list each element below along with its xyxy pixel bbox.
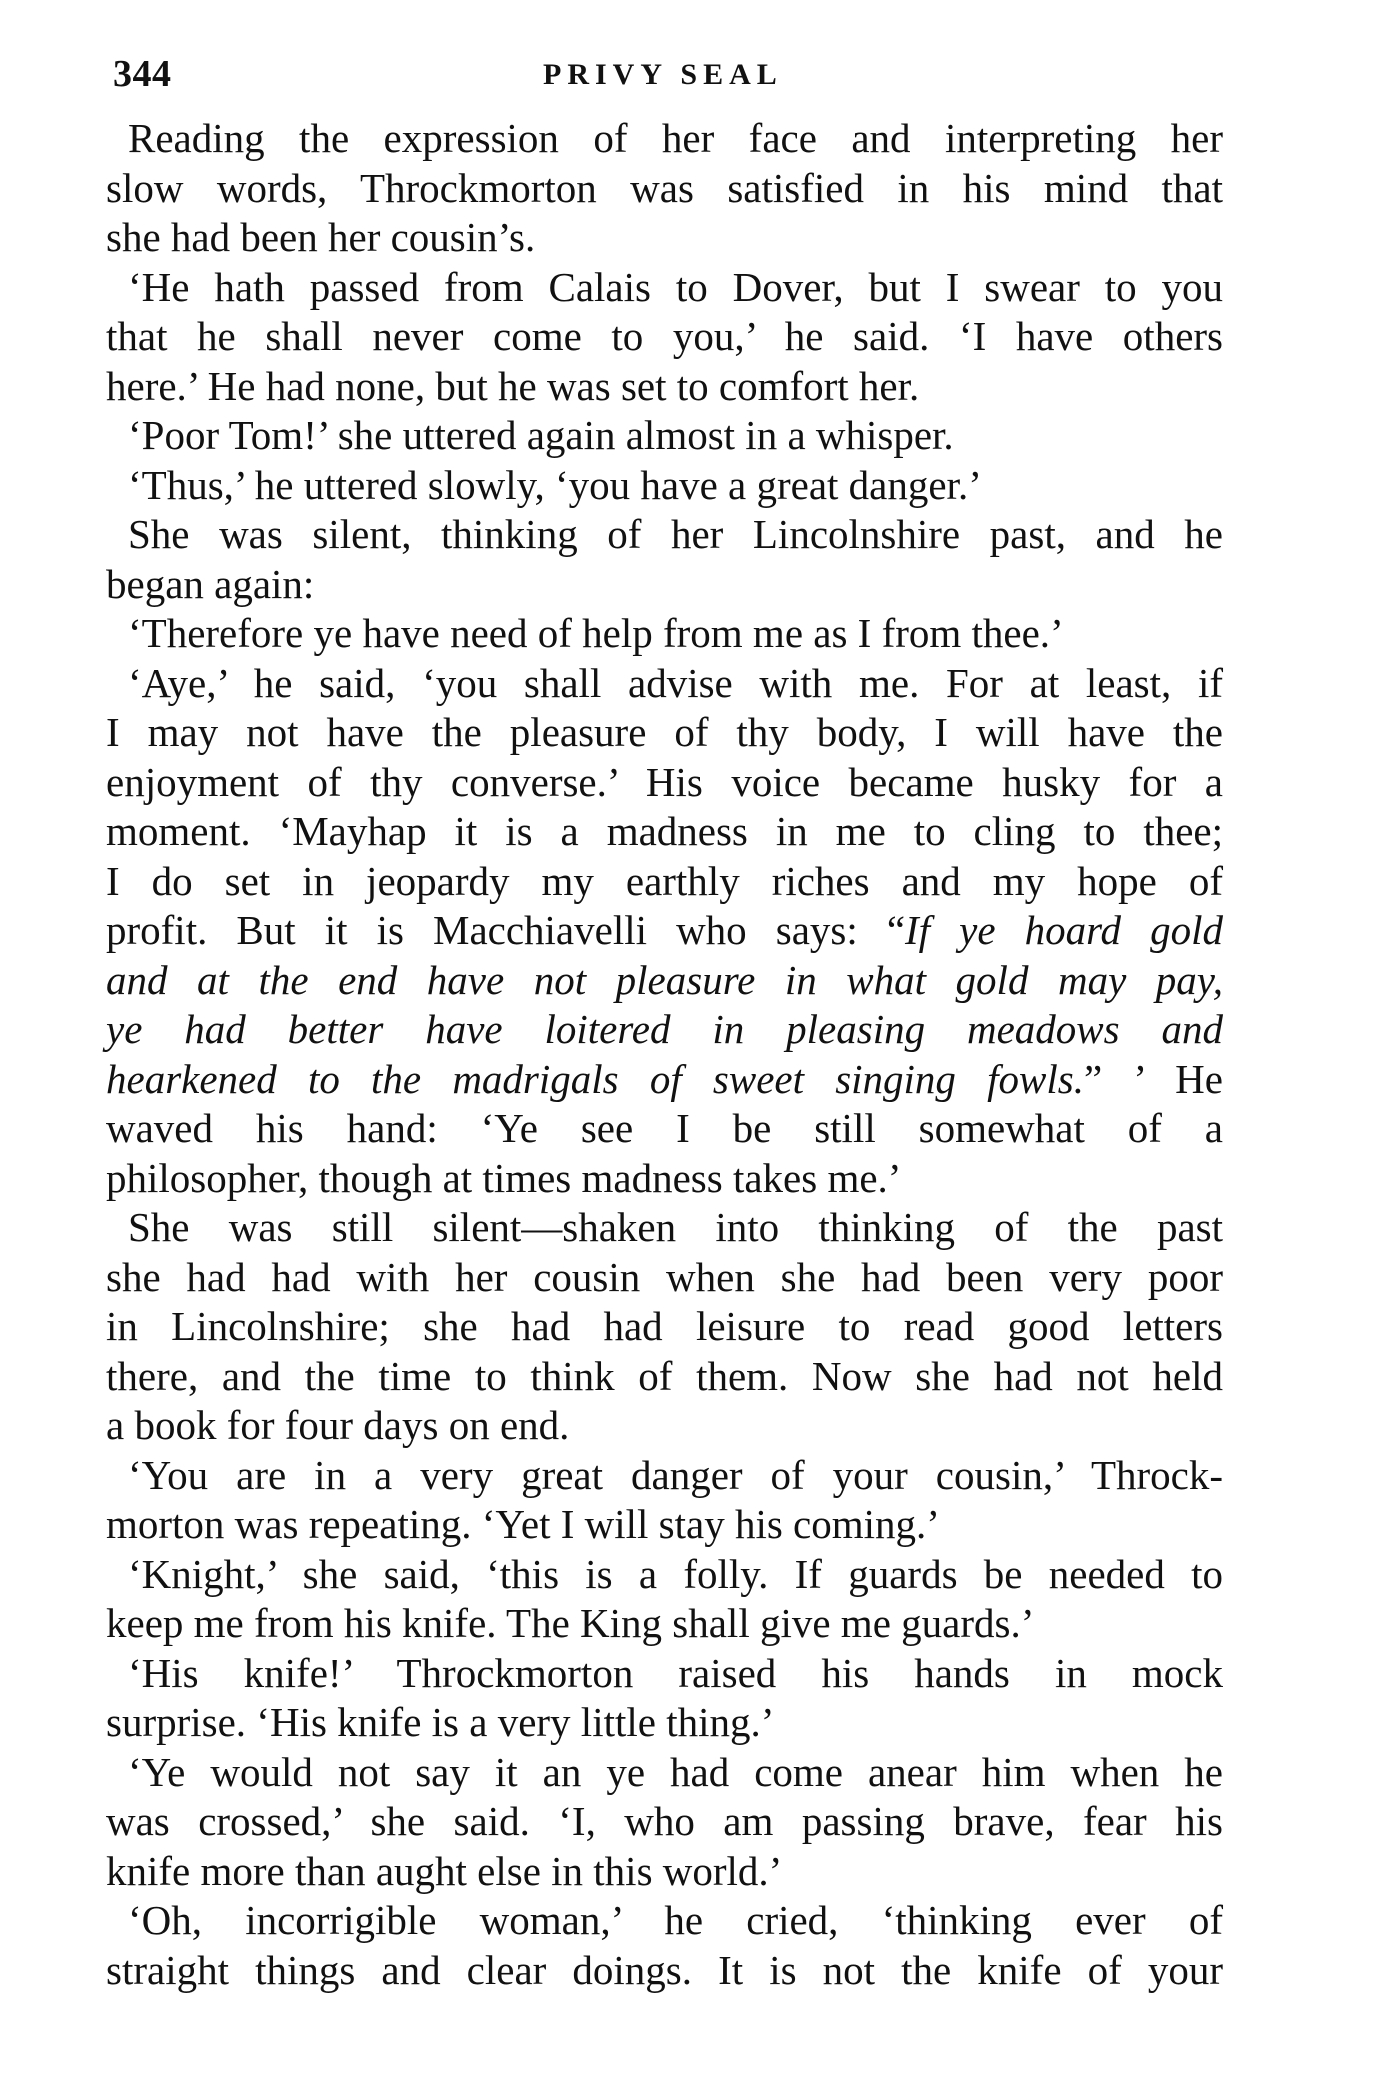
text-line: ‘Aye,’ he said, ‘you shall advise with me. For at least, if	[128, 659, 1223, 706]
text-line: morton was repeating. ‘Yet I will stay his coming.’	[106, 1501, 940, 1547]
running-head	[113, 52, 1228, 102]
text-line: ‘His knife!’ Throckmorton raised his hands in mock	[128, 1649, 1223, 1696]
text-line: here.’ He had none, but he was set to comfort her.	[106, 362, 920, 409]
text-line: waved his hand: ‘Ye see I be still somewhat of a	[106, 1105, 1223, 1151]
text-line: slow words, Throckmorton was satisfied in his mind that	[106, 164, 1223, 211]
text-line: a book for four days on end.	[106, 1402, 570, 1448]
text-line: ‘You are in a very great danger of your cousin,’ Throck-	[128, 1451, 1223, 1498]
text-line: ‘Therefore ye have need of help from me as I from thee.’	[128, 610, 1064, 656]
text-line: I may not have the pleasure of thy body, I will have the	[106, 709, 1223, 755]
text-line: began again:	[106, 560, 315, 607]
text-line: philosopher, though at times madness takes me.’	[106, 1154, 902, 1201]
text-line: moment. ‘Mayhap it is a madness in me to cling to thee;	[106, 808, 1223, 854]
text-line: in Lincolnshire; she had had leisure to read good letters	[106, 1303, 1223, 1349]
text-line: she had had with her cousin when she had been very poor	[106, 1253, 1223, 1300]
text-line: profit. But it is Macchiavelli who says: “If ye hoard gold	[106, 907, 1223, 953]
text-line: was crossed,’ she said. ‘I, who am passing brave, fear his	[106, 1798, 1223, 1844]
text-line: hearkened to the madrigals of sweet singing fowls.” ’ He	[106, 1055, 1223, 1102]
text-line: Reading the expression of her face and interpreting her	[128, 115, 1223, 161]
quotation-italic: hearkened to the madrigals of sweet singing fowls.	[106, 1055, 1084, 1102]
text-line: surprise. ‘His knife is a very little thing.’	[106, 1699, 775, 1745]
text-line: ‘Knight,’ she said, ‘this is a folly. If guards be needed to	[128, 1550, 1223, 1597]
text-line: ye had better have loitered in pleasing meadows and	[106, 1006, 1223, 1052]
text-line: she had been her cousin’s.	[106, 214, 536, 260]
text-line: ‘Poor Tom!’ she uttered again almost in a whisper.	[128, 412, 954, 458]
page-number: 344	[113, 53, 172, 95]
quotation-italic: If ye hoard gold	[905, 907, 1223, 953]
text-line: ‘Thus,’ he uttered slowly, ‘you have a great danger.’	[128, 461, 982, 508]
text-line: and at the end have not pleasure in what gold may pay,	[106, 956, 1223, 1003]
text-line: there, and the time to think of them. Now she had not held	[106, 1352, 1223, 1399]
text-line: She was still silent—shaken into thinking of the past	[128, 1204, 1223, 1250]
text-line: knife more than aught else in this world.’	[106, 1847, 783, 1894]
text-line: straight things and clear doings. It is not the knife of your	[106, 1946, 1223, 1993]
text-line: I do set in jeopardy my earthly riches and my hope of	[106, 857, 1223, 904]
text-line: ‘Oh, incorrigible woman,’ he cried, ‘thinking ever of	[128, 1897, 1223, 1943]
body-text	[106, 114, 1223, 1995]
running-title: PRIVY SEAL	[543, 58, 783, 91]
text-line: She was silent, thinking of her Lincolnshire past, and he	[128, 511, 1223, 557]
text-line: ‘He hath passed from Calais to Dover, but I swear to you	[128, 263, 1223, 310]
text-line: enjoyment of thy converse.’ His voice became husky for a	[106, 758, 1223, 805]
text-line: ‘Ye would not say it an ye had come anear him when he	[128, 1748, 1223, 1795]
text-line: that he shall never come to you,’ he said. ‘I have others	[106, 313, 1223, 359]
text-line: keep me from his knife. The King shall give me guards.’	[106, 1600, 1035, 1646]
